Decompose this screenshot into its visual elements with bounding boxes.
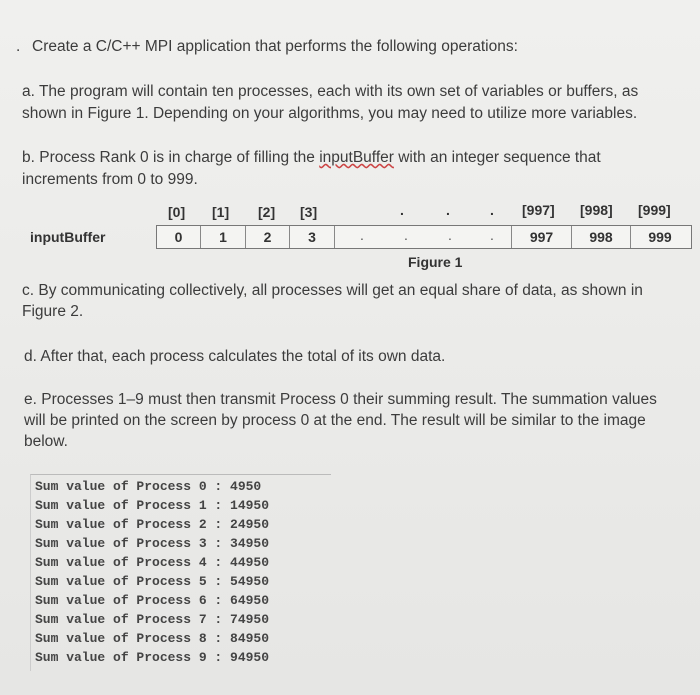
ellipsis-dot-1: . [360, 227, 364, 243]
para-c-line1: c. By communicating collectively, all processes will get an equal share of data, as shown in [22, 282, 643, 299]
console-line-9: Sum value of Process 9 : 94950 [35, 650, 270, 665]
index-0: [0] [168, 204, 186, 220]
console-output [30, 474, 331, 671]
para-b-line2: increments from 0 to 999. [22, 171, 198, 188]
index-2: [2] [258, 204, 276, 220]
ellipsis-dot-4: . [490, 227, 494, 243]
console-line-7: Sum value of Process 7 : 74950 [35, 612, 270, 627]
index-dot-1: . [400, 202, 404, 218]
console-line-0: Sum value of Process 0 : 4950 [35, 479, 262, 494]
index-3: [3] [300, 204, 318, 220]
cell-1: 1 [201, 226, 246, 248]
input-buffer-term: inputBuffer [319, 149, 394, 166]
ellipsis-dot-2: . [404, 227, 408, 243]
para-d: d. After that, each process calculates the total of its own data. [24, 348, 446, 365]
index-998: [998] [580, 202, 613, 218]
console-line-2: Sum value of Process 2 : 24950 [35, 517, 270, 532]
figure-caption: Figure 1 [408, 254, 463, 270]
buffer-cells [156, 225, 692, 249]
ellipsis-dot-3: . [448, 227, 452, 243]
cell-997: 997 [512, 226, 572, 248]
index-dot-2: . [446, 202, 450, 218]
para-e-line3: below. [24, 433, 68, 450]
console-line-4: Sum value of Process 4 : 44950 [35, 555, 270, 570]
para-a-line1: a. The program will contain ten processes, each with its own set of variables or buffers, as [22, 83, 639, 100]
console-line-6: Sum value of Process 6 : 64950 [35, 593, 270, 608]
cell-998: 998 [572, 226, 631, 248]
index-997: [997] [522, 202, 555, 218]
cell-2: 2 [246, 226, 290, 248]
para-e-line1: e. Processes 1–9 must then transmit Process 0 their summing result. The summation values [24, 391, 657, 408]
console-line-8: Sum value of Process 8 : 84950 [35, 631, 270, 646]
intro-text: Create a C/C++ MPI application that performs the following operations: [32, 38, 518, 55]
console-line-5: Sum value of Process 5 : 54950 [35, 574, 270, 589]
console-line-3: Sum value of Process 3 : 34950 [35, 536, 270, 551]
para-e-line2: will be printed on the screen by process 0 at the end. The result will be similar to the image [24, 412, 646, 429]
cell-999: 999 [648, 229, 672, 245]
para-b-line1-post: with an integer sequence that [393, 149, 601, 166]
index-1: [1] [212, 204, 230, 220]
para-a-line2: shown in Figure 1. Depending on your algorithms, you may need to utilize more variables. [22, 105, 638, 122]
index-999: [999] [638, 202, 671, 218]
index-dot-3: . [490, 202, 494, 218]
para-b-line1-pre: b. Process Rank 0 is in charge of filling the [22, 149, 320, 166]
buffer-label: inputBuffer [30, 229, 106, 245]
cell-0: 0 [157, 226, 201, 248]
para-c-line2: Figure 2. [22, 303, 84, 320]
console-line-1: Sum value of Process 1 : 14950 [35, 498, 270, 513]
intro-marker: . [16, 38, 21, 55]
cell-3: 3 [290, 226, 335, 248]
para-b-line1 [22, 147, 601, 168]
